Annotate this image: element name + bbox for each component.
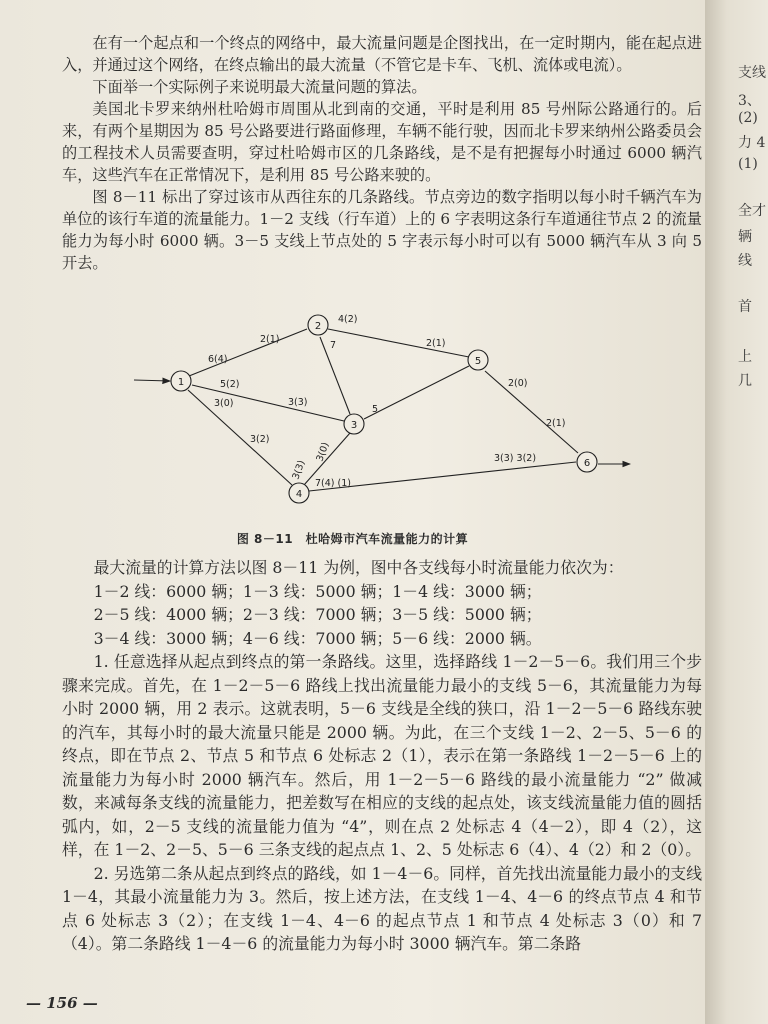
paragraph: 下面举一个实际例子来说明最大流量问题的算法。 — [92, 78, 427, 96]
edge-1-4 — [188, 390, 292, 485]
gutter-fragment: 3、 — [738, 93, 761, 109]
facing-page-edge — [705, 0, 768, 1024]
method-text-block — [62, 556, 702, 956]
edge-label: 2(1) — [546, 418, 566, 429]
node-3 — [344, 414, 364, 434]
page-number: — 156 — — [26, 994, 98, 1012]
intro-text-block — [62, 32, 702, 274]
gutter-fragment: 支线 — [738, 65, 766, 81]
edge-label: 5 — [372, 404, 379, 415]
gutter-fragment: (2) — [738, 110, 758, 126]
edge-label: 2(1) — [426, 338, 446, 349]
gutter-fragment: (1) — [738, 156, 758, 172]
node-2 — [308, 315, 328, 335]
source-arrow — [134, 380, 170, 381]
capacity-line: 2－5 线：4000 辆；2－3 线：7000 辆；3－5 线：5000 辆； — [93, 605, 542, 624]
gutter-fragment: 几 — [738, 373, 752, 389]
edge-label: 7 — [330, 340, 337, 351]
network-flow-diagram — [110, 300, 650, 520]
node-6 — [577, 452, 597, 472]
paragraph: 在有一个起点和一个终点的网络中，最大流量问题是企图找出，在一定时期内，能在起点进入，并通过这个网络，在终点输出的最大流量（不管它是卡车、飞机、流体或电流）。 — [62, 34, 702, 74]
edge-label: 3(3) — [288, 397, 308, 408]
gutter-fragment: 力 4 — [738, 135, 766, 151]
node-1 — [171, 371, 191, 391]
edge-label: 3(3) 3(2) — [494, 453, 537, 464]
step-paragraph: 1. 任意选择从起点到终点的第一条路线。这里，选择路线 1－2－5－6。我们用三个步骤来完成。首先，在 1－2－5－6 路线上找出流量能力最小的支线 5－6，其流量能力为每小时 2000 辆，用 2 表示。这就表明，5－6 支线是全线的狭口，沿 1－2－5－6 路线东驶的汽车，其每小时的最大流量只能是 2000 辆。为此，在三个支线 1－2、2－5、5－6 的终点，即在节点 2、节点 5 和节点 6 处标志 2（1），表示在第一条路线 1－2－5－6 上的流量能力为每小时 2000 辆汽车。然后，用 1－2－5－6 路线的最小流量能力 “2” 做减数，来减每条支线的流量能力，把差数写在相应的支线的起点处，该支线流量能力值的圆括弧内，如，2－5 支线的流量能力值为 “4”，则在点 2 处标志 4（4－2），即 4（2），这样，在 1－2、2－5、5－6 三条支线的起点点 1、2、5 处标志 6（4）、4（2）和 2（0）。 — [62, 652, 702, 859]
gutter-fragment: 上 — [738, 349, 752, 365]
edge-label: 3(3) — [290, 458, 308, 482]
edge-label: 6(4) — [208, 354, 228, 365]
edge-label: 3(2) — [250, 434, 270, 445]
capacity-line: 1－2 线：6000 辆；1－3 线：5000 辆；1－4 线：3000 辆； — [93, 581, 542, 601]
node-label: 1 — [177, 377, 185, 388]
paragraph: 美国北卡罗来纳州杜哈姆市周围从北到南的交通，平时是利用 85 号州际公路通行的。后来，有两个星期因为 85 号公路要进行路面修理，车辆不能行驶，因而北卡罗来纳州公路委员会的工程技术人员需要查明，穿过杜哈姆市区的几条路线，是不是有把握每小时通过 6000 辆汽车，这些汽车在正常情况下，是利用 85 号公路来驶的。 — [62, 100, 702, 184]
node-label: 2 — [314, 321, 322, 332]
edge-label: 3(0) — [314, 440, 332, 464]
edge-label: 7(4) (1) — [315, 478, 351, 489]
edge-5-6 — [485, 371, 578, 453]
node-4 — [289, 483, 309, 503]
node-label: 6 — [583, 458, 591, 469]
step-paragraph: 2. 另选第二条从起点到终点的路线，如 1－4－6。同样，首先找出流量能力最小的支线 1－4，其最小流量能力为 3。然后，按上述方法，在支线 1－4、4－6 的终点节点 4 和节点 6 处标志 3（2）；在支线 1－4、4－6 的起点节点 1 和节点 4 处标志 3（0）和 7（4）。第二条路线 1－4－6 的流量能力为每小时 3000 辆汽车。第二条路 — [62, 863, 702, 953]
edge-label: 3(0) — [214, 398, 234, 409]
edge-label: 4(2) — [338, 314, 358, 325]
edge-label: 5(2) — [220, 379, 240, 390]
node-5 — [468, 350, 488, 370]
paragraph: 最大流量的计算方法以图 8－11 为例，图中各支线每小时流量能力依次为： — [93, 558, 624, 577]
node-label: 4 — [295, 489, 303, 500]
gutter-fragment: 首 — [738, 299, 752, 315]
gutter-fragment: 辆 — [738, 229, 752, 245]
paragraph: 图 8－11 标出了穿过该市从西往东的几条路线。节点旁边的数字指明以每小时千辆汽车为单位的该行车道的流量能力。1－2 支线（行车道）上的 6 字表明这条行车道通往节点 2 的流量能力为每小时 6000 辆。3－5 支线上节点处的 5 字表示每小时可以有 5000 辆汽车从 3 向 5 开去。 — [62, 188, 702, 272]
edge-1-2 — [189, 329, 307, 376]
edge-label: 2(1) — [260, 334, 280, 345]
edge-2-5 — [328, 329, 469, 357]
edge-label: 2(0) — [508, 378, 528, 389]
figure-caption: 图 8－11 杜哈姆市汽车流量能力的计算 — [236, 532, 469, 546]
gutter-fragment: 线 — [738, 253, 752, 269]
edge-3-5 — [364, 366, 469, 419]
capacity-line: 3－4 线：3000 辆；4－6 线：7000 辆；5－6 线：2000 辆。 — [93, 628, 542, 648]
gutter-fragment: 全才 — [738, 203, 766, 219]
node-label: 5 — [474, 356, 482, 367]
node-label: 3 — [350, 420, 358, 431]
